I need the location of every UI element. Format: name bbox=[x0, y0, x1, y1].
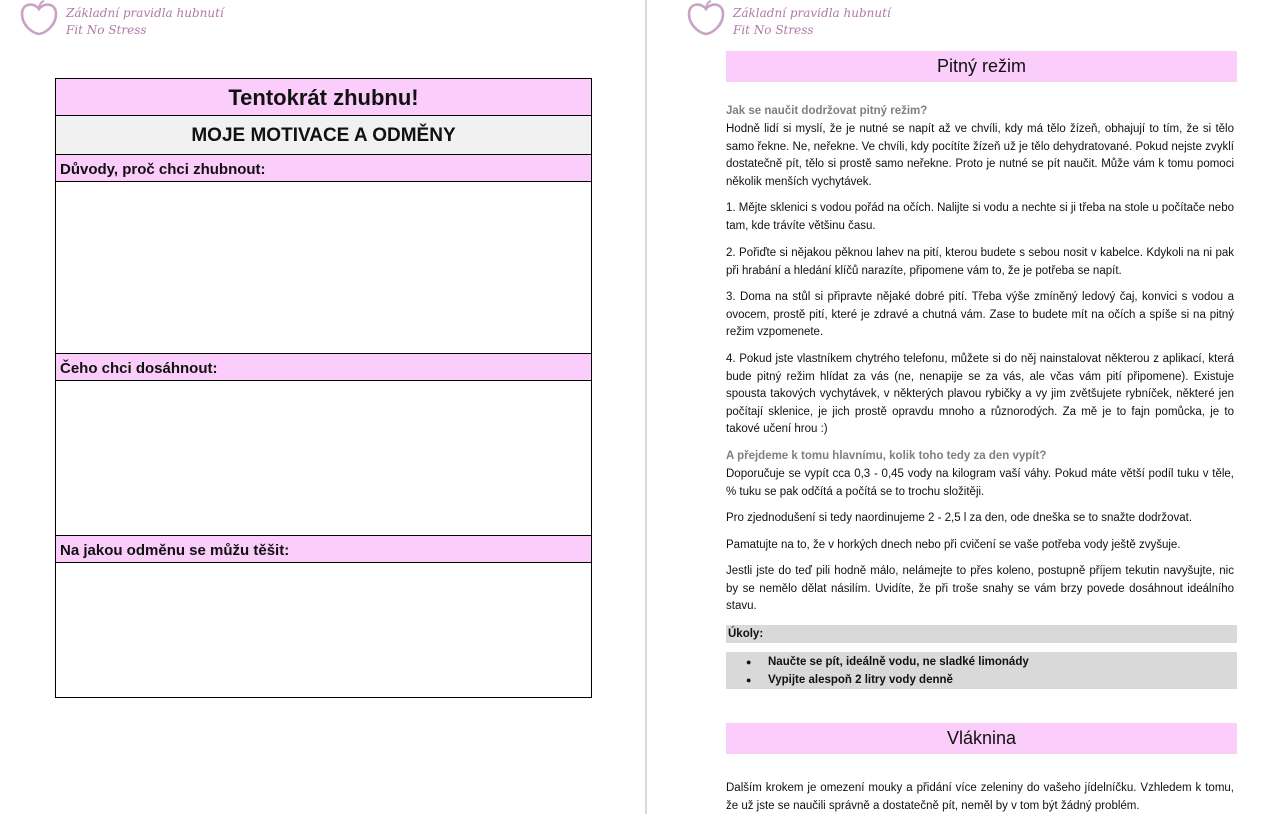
page-divider bbox=[645, 0, 647, 814]
paragraph-fiber: Dalším krokem je omezení mouky a přidání více zeleniny do vašeho jídelníčku. Vzhledem k tomu, že už jste se naučili správně a dostatečně pít, neměl by v tom být žádný problém. bbox=[726, 782, 1234, 812]
section-heading-fiber: Vláknina bbox=[726, 723, 1237, 754]
paragraph-hot-days: Pamatujte na to, že v horkých dnech nebo při cvičení se vaše potřeba vody ještě zvyšuje. bbox=[726, 539, 1181, 551]
goals-field[interactable] bbox=[56, 381, 591, 536]
subheading-how-to-drink: Jak se naučit dodržovat pitný režim? bbox=[726, 105, 928, 117]
subheading-how-much: A přejdeme k tomu hlavnímu, kolik toho tedy za den vypít? bbox=[726, 450, 1047, 462]
paragraph-gradual: Jestli jste do teď pili hodně málo, nelámejte to přes koleno, postupně příjem tekutin navyšujte, nic by se nemělo dělat násilím. Uvidíte, že při troše snahy se vám brzy povede dosáhnout ideálního stavu. bbox=[726, 565, 1234, 613]
motivation-worksheet bbox=[55, 78, 592, 698]
brand-subtitle: Fit No Stress bbox=[66, 23, 147, 37]
task-item: ● Vypijte alespoň 2 litry vody denně bbox=[768, 672, 1237, 690]
paragraph-tip-1: 1. Mějte sklenici s vodou pořád na očích. Nalijte si vodu a nechte si ji třeba na stole u počítače nebo tam, kde trávíte většinu času. bbox=[726, 202, 1234, 232]
paragraph-tip-2: 2. Pořiďte si nějakou pěknou lahev na pití, kterou budete s sebou nosit v kabelce. Kdykoli na ni pak při hrabání a hledání klíčů narazíte, připomene vám to, že je potřeba se napít. bbox=[726, 247, 1234, 277]
paragraph-tip-4: 4. Pokud jste vlastníkem chytrého telefonu, můžete si do něj nainstalovat některou z aplikací, která bude pitný režim hlídat za vás (ne, nenapije se za vás, ale včas vám pití připomene). Existuje spousta takových vychytávek, v některých plavou rybičky a vy jim zvětšujete rybníček, některé jen počítají sklenice, je jich prostě opravdu mnoho a různorodých. Za mě je to fajn pomůcka, je to takové učení hrou :) bbox=[726, 353, 1234, 436]
brand-title: Základní pravidla hubnutí bbox=[66, 6, 224, 20]
reasons-label: Důvody, proč chci zhubnout: bbox=[56, 155, 591, 182]
section-heading-drinking: Pitný režim bbox=[726, 51, 1237, 82]
worksheet-subtitle: MOJE MOTIVACE A ODMĚNY bbox=[56, 116, 591, 155]
task-item: ● Naučte se pít, ideálně vodu, ne sladké limonády bbox=[768, 654, 1237, 672]
apple-logo-icon bbox=[18, 0, 60, 36]
reasons-field[interactable] bbox=[56, 182, 591, 354]
paragraph-intro: Hodně lidí si myslí, že je nutné se napít až ve chvíli, kdy má tělo žízeň, obhajují to tím, že si tělo samo řekne. Ne, neřekne. Ve chvíli, kdy pocítíte žízeň už je tělo dehydratované. Pokud nejste zvyklí dostatečně pít, tělo si prostě samo neřekne. Proto je nutné se pít naučit. Může vám k tomu pomoci několik menších vychytávek. bbox=[726, 123, 1234, 188]
tasks-label: Úkoly: bbox=[726, 625, 1237, 643]
paragraph-simplify: Pro zjednodušení si tedy naordinujeme 2 - 2,5 l za den, ode dneška se to snažte dodržovat. bbox=[726, 512, 1193, 524]
reward-label: Na jakou odměnu se můžu těšit: bbox=[56, 536, 591, 563]
paragraph-tip-3: 3. Doma na stůl si připravte nějaké dobré pití. Třeba výše zmíněný ledový čaj, konvici s vodou a ovocem, prostě pití, které je zdravé a chutná vám. Zase to budete mít na očích a spíše si na pitný režim vzpomenete. bbox=[726, 291, 1234, 339]
goals-label: Čeho chci dosáhnout: bbox=[56, 354, 591, 381]
reward-field[interactable] bbox=[56, 563, 591, 697]
brand-header bbox=[685, 0, 891, 39]
page-right bbox=[648, 0, 1288, 814]
paragraph-amount: Doporučuje se vypít cca 0,3 - 0,45 vody na kilogram vaší váhy. Pokud máte větší podíl tuku v těle, % tuku se pak odčítá a počítá se to trochu složitěji. bbox=[726, 468, 1234, 498]
brand-header bbox=[18, 0, 224, 39]
brand-subtitle: Fit No Stress bbox=[733, 23, 814, 37]
tasks-list bbox=[726, 652, 1237, 689]
worksheet-title: Tentokrát zhubnu! bbox=[56, 79, 591, 116]
apple-logo-icon bbox=[685, 0, 727, 36]
brand-title: Základní pravidla hubnutí bbox=[733, 6, 891, 20]
